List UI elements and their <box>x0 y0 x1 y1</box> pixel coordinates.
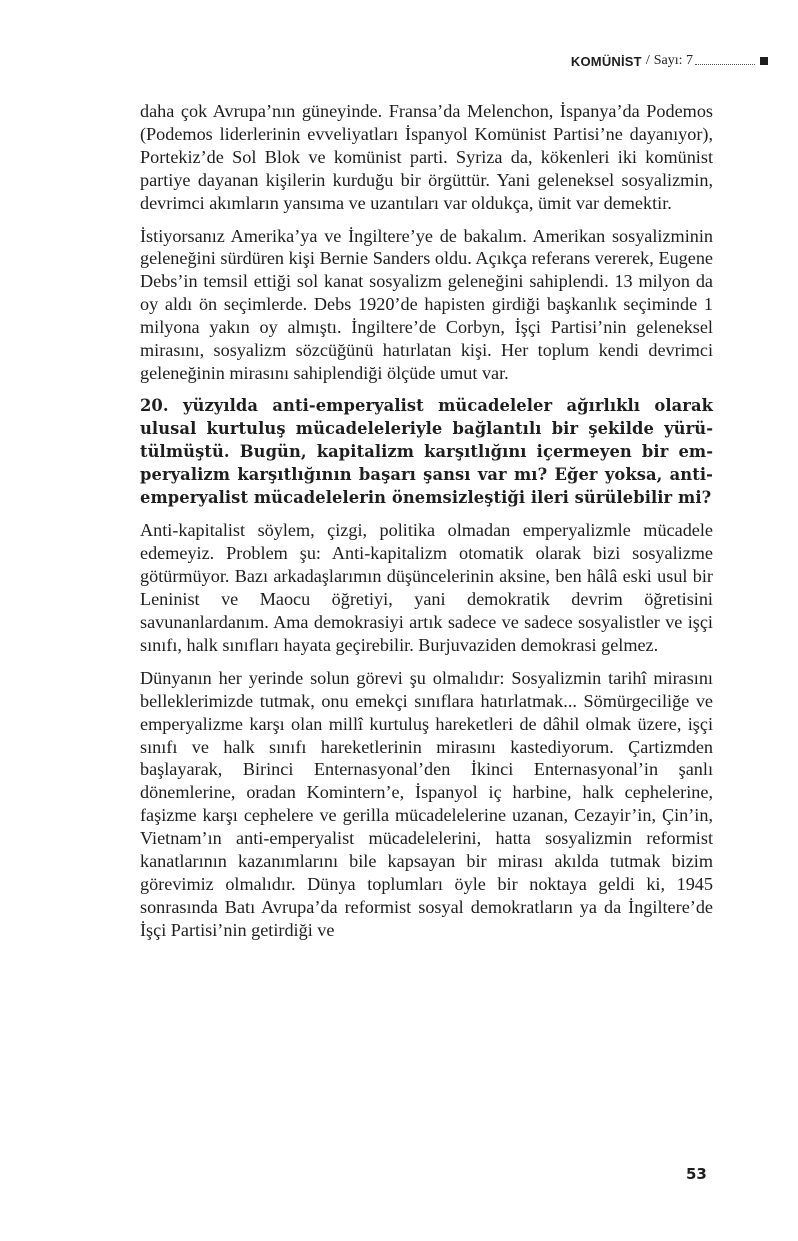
article-body <box>140 100 713 952</box>
paragraph: İstiyorsanız Amerika’ya ve İngiltere’ye de bakalım. Amerikan sosyalizminin geleneğini sürdüren kişi Bernie Sanders oldu. Açıkça referans vererek, Eugene Debs’in temsil ettiği sol kanat sosyalizm geleneğini sahiplendi. 13 milyon da oy aldı ön seçimlerde. Debs 1920’de hapisten girdiği başkanlık seçiminde 1 milyona yakın oy almıştı. İngiltere’de Corbyn, İşçi Partisi’nin geleneksel mirasını, sosyalizm sözcüğünü hatırlatan kişi. Her toplum kendi devrimci geleneğinin mirasını sahiplendiği ölçüde umut var. <box>140 225 713 383</box>
issue-number: Sayı: 7 <box>653 53 693 68</box>
header-separator: / <box>645 53 650 68</box>
paragraph: Anti-kapitalist söylem, çizgi, politika olmadan emperyalizmle mücadele edemeyiz. Problem şu: Anti-kapitalizm otomatik olarak bizi sosyalizme götürmüyor. Bazı arkadaşlarımın düşüncelerinin aksine, ben hâlâ eski usul bir Leninist ve Maocu öğretiyi, yani demokratik devrim öğretisini savunanlardanım. Ama demokrasiyi artık sadece ve sadece sosyalistler ve işçi sınıfı, halk sınıfları hayata geçirebilir. Burjuvaziden demokrasi gelmez. <box>140 520 713 655</box>
journal-title: KOMÜNİST <box>570 53 642 69</box>
interview-question: 20. yüzyılda anti-emperyalist mücadeleler ağırlıklı olarak ulusal kurtuluş mücadeleleriyle bağlantılı bir şekilde yürütülmüştü. Bugün, kapitalizm karşıtlığını içermeyen bir emperyalizm karşıtlığının başarı şansı var mı? Eğer yoksa, anti-emperyalist mücadelelerin önemsizleştiği ileri sürülebilir mi? <box>140 395 713 507</box>
square-marker-icon <box>760 57 768 65</box>
running-header <box>571 51 768 71</box>
page-number: 53 <box>686 1165 707 1183</box>
paragraph: Dünyanın her yerinde solun görevi şu olmalıdır: Sosyalizmin tarihî mirasını belleklerimizde tutmak, onu emekçi sınıflara hatırlatmak... Sömürgeciliğe ve emperyalizme karşı olan millî kurtuluş hareketleri de dâhil olmak üzere, işçi sınıfı ve halk sınıfı hareketlerinin mirasını kastediyorum. Çartizmden başlayarak, Birinci Enternasyonal’den İkinci Enternasyonal’in şanlı dönemlerine, oradan Komintern’e, İspanyol iç harbine, halk cephelerine, faşizme karşı cephelere ve gerilla mücadelelerine uzanan, Cezayir’in, Çin’in, Vietnam’ın anti-emperyalist mücadelelerini, hatta sosyalizmin reformist kanatlarının kazanımlarını bile kapsayan bir mirası akılda tutmak bizim görevimiz olmalıdır. Dünya toplumları öyle bir noktaya geldi ki, 1945 sonrasında Batı Avrupa’da reformist sosyal demokratların ya da İngiltere’de İşçi Partisi’nin getirdiği ve <box>140 667 713 940</box>
paragraph: daha çok Avrupa’nın güneyinde. Fransa’da Melenchon, İspanya’da Podemos (Podemos liderlerinin evveliyatları İspanyol Komünist Partisi’ne dayanıyor), Portekiz’de Sol Blok ve komünist parti. Syriza da, kökenleri iki komünist partiye dayanan kişilerin kurduğu bir örgüttür. Yani geleneksel sosyalizmin, devrimci akımların yansıma ve uzantıları var oldukça, ümit var demektir. <box>140 101 713 213</box>
dotted-leader <box>695 64 755 65</box>
